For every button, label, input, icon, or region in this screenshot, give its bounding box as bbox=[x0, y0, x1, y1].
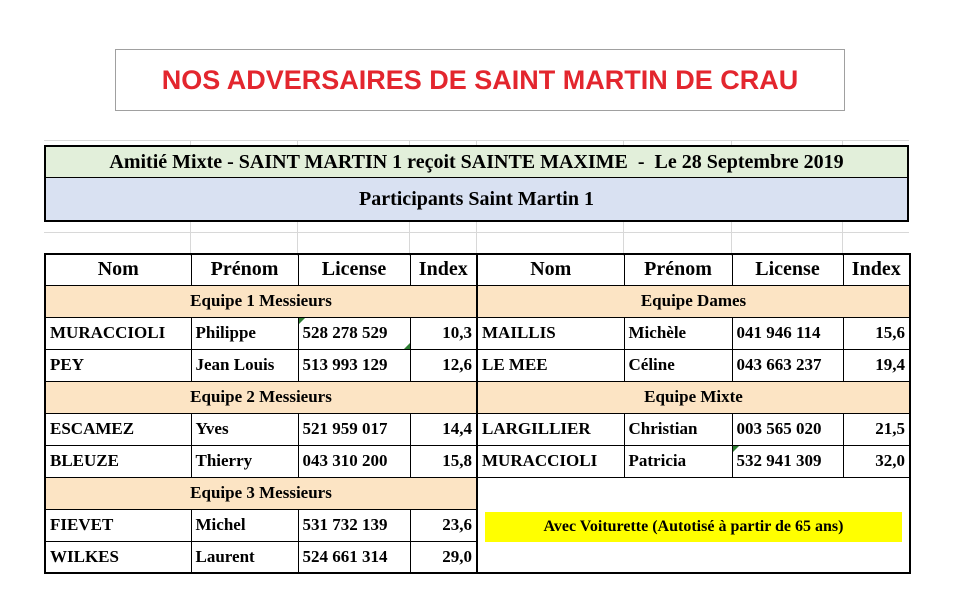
header-index: Index bbox=[410, 254, 477, 285]
player-index: 14,4 bbox=[410, 413, 477, 445]
player-index: 23,6 bbox=[410, 509, 477, 541]
voiturette-area bbox=[477, 509, 910, 573]
player-nom: MAILLIS bbox=[477, 317, 624, 349]
player-prenom: Laurent bbox=[191, 541, 298, 573]
player-index: 10,3 bbox=[410, 317, 477, 349]
player-index: 15,6 bbox=[843, 317, 910, 349]
player-prenom: Yves bbox=[191, 413, 298, 445]
page-title: NOS ADVERSAIRES DE SAINT MARTIN DE CRAU bbox=[115, 49, 845, 111]
table-row bbox=[45, 317, 910, 349]
team-header-row bbox=[45, 477, 910, 509]
player-prenom: Michèle bbox=[624, 317, 732, 349]
header-license: License bbox=[298, 254, 410, 285]
participants-banner: Participants Saint Martin 1 bbox=[44, 178, 909, 222]
player-license: 531 732 139 bbox=[298, 509, 410, 541]
player-license: 513 993 129 bbox=[298, 349, 410, 381]
team-label-left: Equipe 2 Messieurs bbox=[45, 381, 477, 413]
table-row bbox=[45, 349, 910, 381]
team-label-left: Equipe 1 Messieurs bbox=[45, 285, 477, 317]
header-prenom: Prénom bbox=[624, 254, 732, 285]
team-header-row bbox=[45, 381, 910, 413]
player-nom: FIEVET bbox=[45, 509, 191, 541]
player-nom: MURACCIOLI bbox=[477, 445, 624, 477]
voiturette-note: Avec Voiturette (Autotisé à partir de 65 ans) bbox=[485, 512, 902, 542]
header-license: License bbox=[732, 254, 843, 285]
player-prenom: Patricia bbox=[624, 445, 732, 477]
player-prenom: Philippe bbox=[191, 317, 298, 349]
player-index: 21,5 bbox=[843, 413, 910, 445]
player-prenom: Céline bbox=[624, 349, 732, 381]
player-prenom: Thierry bbox=[191, 445, 298, 477]
player-license: 043 663 237 bbox=[732, 349, 843, 381]
player-index: 29,0 bbox=[410, 541, 477, 573]
player-nom: WILKES bbox=[45, 541, 191, 573]
player-index: 19,4 bbox=[843, 349, 910, 381]
player-license: 041 946 114 bbox=[732, 317, 843, 349]
empty-cell bbox=[477, 477, 910, 509]
event-banner: Amitié Mixte - SAINT MARTIN 1 reçoit SAINTE MAXIME - Le 28 Septembre 2019 bbox=[44, 145, 909, 178]
player-prenom: Christian bbox=[624, 413, 732, 445]
player-prenom: Jean Louis bbox=[191, 349, 298, 381]
team-header-row bbox=[45, 285, 910, 317]
team-label-right: Equipe Mixte bbox=[477, 381, 910, 413]
header-nom: Nom bbox=[477, 254, 624, 285]
player-license: 532 941 309 bbox=[732, 445, 843, 477]
player-nom: ESCAMEZ bbox=[45, 413, 191, 445]
player-prenom: Michel bbox=[191, 509, 298, 541]
roster-table bbox=[44, 253, 911, 574]
header-prenom: Prénom bbox=[191, 254, 298, 285]
player-nom: MURACCIOLI bbox=[45, 317, 191, 349]
table-row bbox=[45, 413, 910, 445]
player-license: 524 661 314 bbox=[298, 541, 410, 573]
player-nom: LE MEE bbox=[477, 349, 624, 381]
player-nom: BLEUZE bbox=[45, 445, 191, 477]
player-license: 528 278 529 bbox=[298, 317, 410, 349]
player-nom: LARGILLIER bbox=[477, 413, 624, 445]
player-nom: PEY bbox=[45, 349, 191, 381]
header-nom: Nom bbox=[45, 254, 191, 285]
player-index: 12,6 bbox=[410, 349, 477, 381]
grid-line bbox=[44, 140, 909, 141]
grid-line bbox=[44, 232, 909, 233]
team-label-left: Equipe 3 Messieurs bbox=[45, 477, 477, 509]
table-row bbox=[45, 445, 910, 477]
table-row bbox=[45, 509, 910, 541]
player-license: 043 310 200 bbox=[298, 445, 410, 477]
team-label-right: Equipe Dames bbox=[477, 285, 910, 317]
player-index: 15,8 bbox=[410, 445, 477, 477]
header-row bbox=[45, 254, 910, 285]
header-index: Index bbox=[843, 254, 910, 285]
player-license: 003 565 020 bbox=[732, 413, 843, 445]
player-index: 32,0 bbox=[843, 445, 910, 477]
player-license: 521 959 017 bbox=[298, 413, 410, 445]
